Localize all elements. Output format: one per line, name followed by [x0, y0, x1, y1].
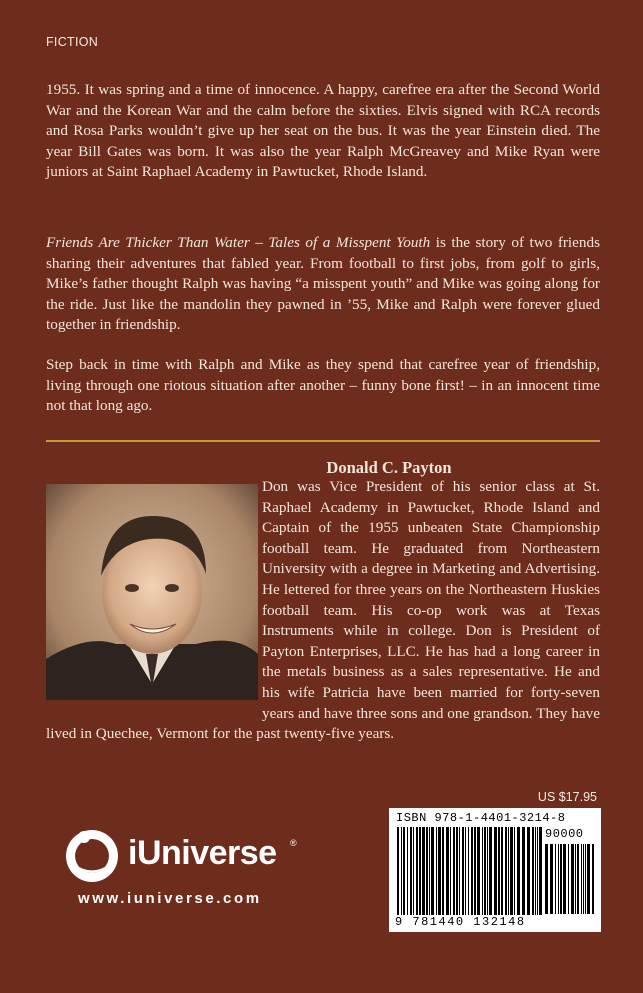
barcode-bar: [501, 827, 503, 915]
barcode-bar: [545, 844, 548, 914]
barcode-bar: [550, 844, 553, 914]
author-bio-text: Don was Vice President of his senior class at St. Raphael Academy in Pawtucket, Rhode Island and Captain of the 1955 unbeaten State Championship football team. He graduated from Northeastern University with a degree in Marketing and Advertising. He lettered for three years on the Northeastern Huskies football team. His co-op work was at Texas Instruments while in college. Don is President of Payton Enterprises, LLC. He has had a long career in the metals business as a sales representative. He and his wife Patricia have been married for forty-seven years and have three sons and one grandson. They have lived in Quechee, Vermont for the past twenty-five years.: [46, 478, 600, 743]
barcode-bars: [397, 827, 543, 915]
barcode-bar: [422, 827, 425, 915]
barcode-bar: [413, 827, 414, 915]
blurb-paragraph-2: [46, 233, 600, 336]
author-name: Donald C. Payton: [326, 458, 452, 477]
barcode-bar: [498, 827, 500, 915]
barcode-bar: [450, 827, 451, 915]
barcode-bar: [438, 827, 441, 915]
barcode-bar: [426, 827, 428, 915]
barcode-bar: [484, 827, 486, 915]
barcode-bar: [568, 844, 569, 914]
barcode-bar: [410, 827, 412, 915]
barcode-bar: [587, 844, 590, 914]
author-bio: [46, 477, 600, 745]
barcode-bar: [436, 827, 437, 915]
barcode-bar: [583, 844, 584, 914]
barcode-bar: [555, 844, 556, 914]
barcode-bar: [585, 844, 586, 914]
barcode-bar: [575, 844, 576, 914]
barcode-bar: [487, 827, 488, 915]
price-label: US $17.95: [537, 790, 597, 804]
barcode-bar: [535, 827, 536, 915]
barcode-bar: [401, 827, 402, 915]
barcode-bar: [537, 827, 538, 915]
barcode-bar: [471, 827, 473, 915]
barcode-bar: [446, 827, 449, 915]
barcode-bar: [407, 827, 408, 915]
blurb-paragraph-2-text: is the story of two friends sharing their adventures that fabled year. From football to first jobs, from golf to girls, Mike’s father thought Ralph was having “a misspent youth” and Mike was going along for the ride. Just like the mandolin they pawned in ’55, Mike and Ralph were forever glued together in friendship.: [46, 234, 600, 334]
registered-mark: ®: [290, 838, 297, 848]
isbn-label: ISBN 978-1-4401-3214-8: [396, 811, 566, 825]
barcode-digits: 9 781440 132148: [395, 915, 526, 929]
barcode: [389, 808, 601, 932]
section-divider: [46, 440, 600, 442]
barcode-bar: [517, 827, 520, 915]
barcode-bar: [459, 827, 460, 915]
iuniverse-logo-icon: [64, 828, 120, 884]
genre-label: FICTION: [46, 35, 99, 49]
barcode-bar: [532, 827, 534, 915]
barcode-bar: [577, 844, 579, 914]
book-title: Friends Are Thicker Than Water – Tales of a Misspent Youth: [46, 234, 431, 251]
barcode-bar: [539, 827, 542, 915]
barcode-bar: [592, 844, 594, 914]
barcode-bar: [465, 827, 466, 915]
barcode-price-code: 90000: [545, 827, 584, 841]
publisher-logo: [64, 826, 304, 886]
barcode-bar: [514, 827, 515, 915]
barcode-bar: [462, 827, 464, 915]
barcode-bar: [508, 827, 509, 915]
publisher-website: www.iuniverse.com: [78, 890, 262, 907]
barcode-bar: [482, 827, 483, 915]
barcode-bar: [474, 827, 476, 915]
barcode-bar: [397, 827, 399, 915]
barcode-bar: [477, 827, 480, 915]
blurb-paragraph-1: 1955. It was spring and a time of innocence. A happy, carefree era after the Second World War and the Korean War and the calm before the sixties. Elvis signed with RCA records and Rosa Parks wouldn’t give up her seat on the bus. It was the year Einstein died. The year Bill Gates was born. It was also the year Ralph McGreavey and Mike Ryan were juniors at Saint Raphael Academy in Pawtucket, Rhode Island.: [46, 81, 600, 181]
barcode-bar: [431, 827, 434, 915]
barcode-bar: [419, 827, 421, 915]
barcode-bar: [468, 827, 469, 915]
barcode-bar: [416, 827, 418, 915]
publisher-name: iUniverse: [128, 834, 277, 872]
barcode-addon-bars: [545, 844, 595, 914]
barcode-bar: [429, 827, 430, 915]
barcode-bar: [563, 844, 566, 914]
barcode-bar: [558, 844, 559, 914]
barcode-bar: [527, 827, 530, 915]
barcode-bar: [453, 827, 455, 915]
blurb-paragraph-3: Step back in time with Ralph and Mike as they spend that carefree year of friendship, living through one riotous situation after another – funny bone first! – in an innocent time not that long ago.: [46, 356, 600, 415]
barcode-bar: [581, 844, 582, 914]
barcode-bar: [403, 827, 405, 915]
barcode-bar: [442, 827, 444, 915]
barcode-bar: [494, 827, 497, 915]
barcode-bar: [571, 844, 574, 914]
barcode-bar: [522, 827, 525, 915]
barcode-bar: [510, 827, 513, 915]
barcode-bar: [505, 827, 507, 915]
barcode-bar: [489, 827, 492, 915]
barcode-bar: [560, 844, 562, 914]
barcode-bar: [456, 827, 458, 915]
